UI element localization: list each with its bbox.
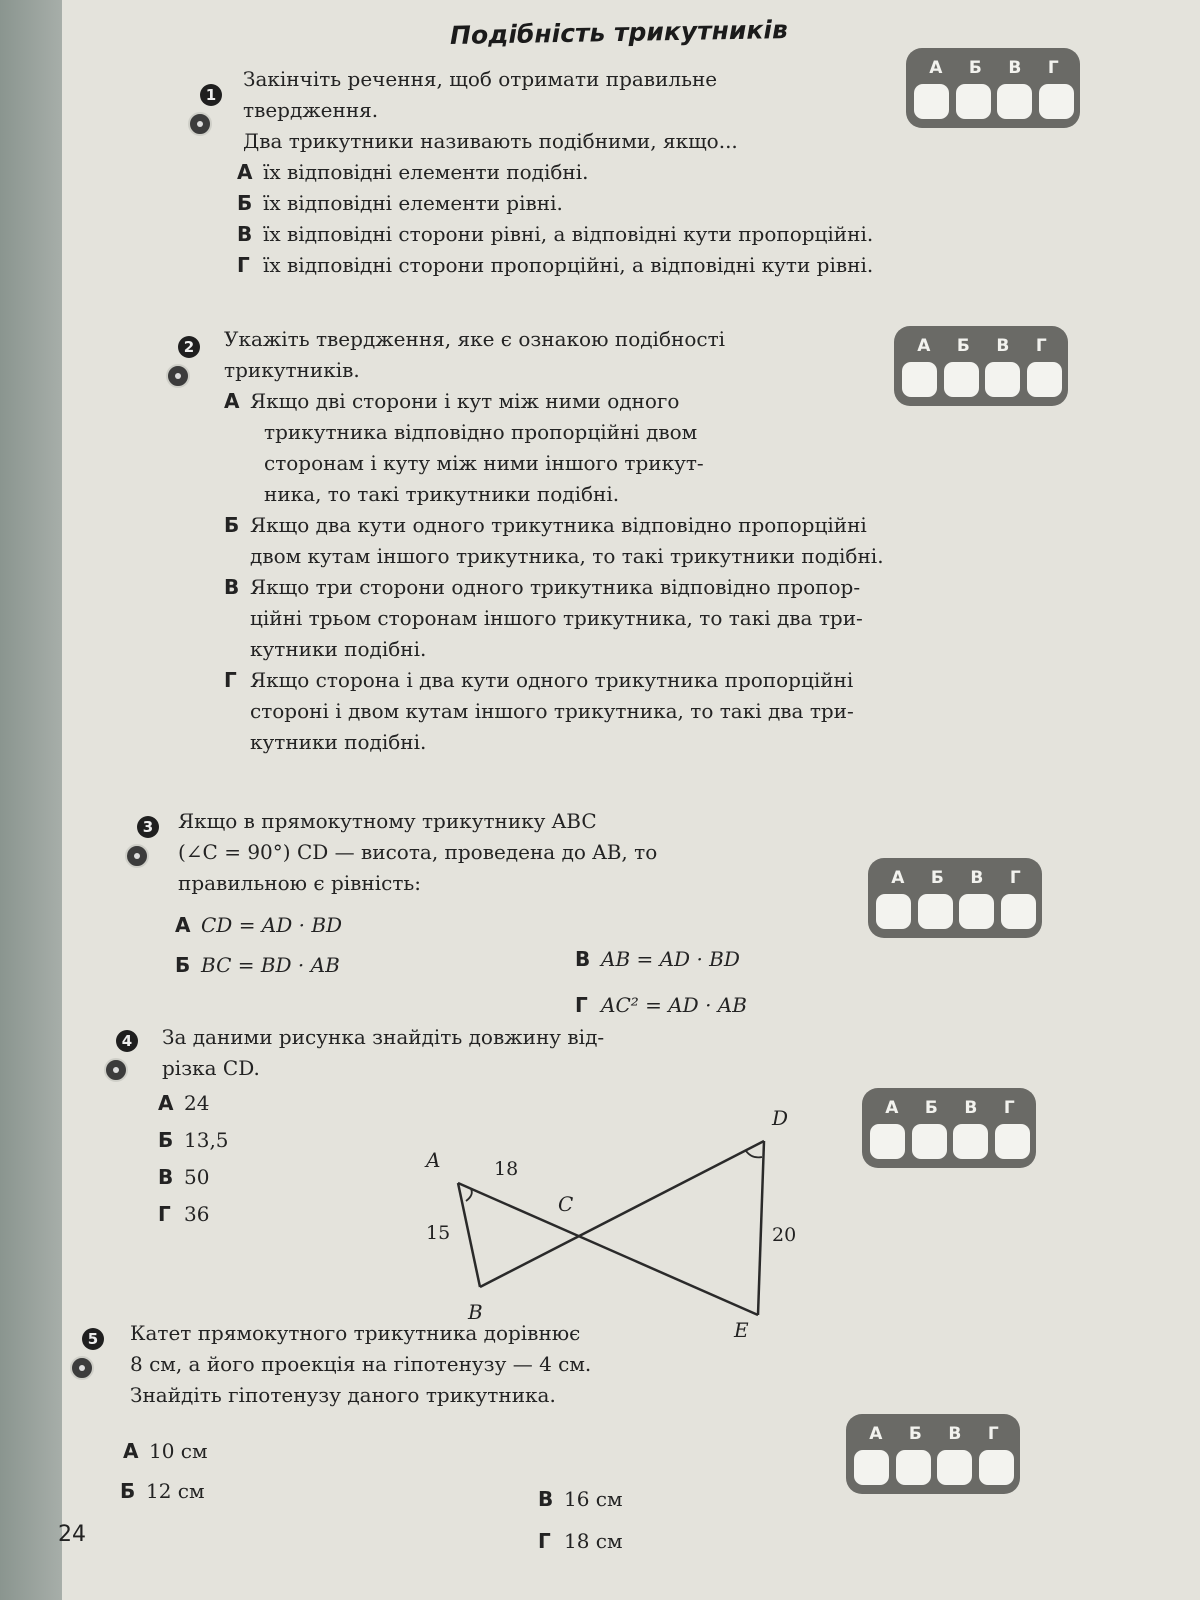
answer-option[interactable]: Г 36: [158, 1202, 210, 1226]
answer-option[interactable]: В 16 см: [538, 1487, 623, 1511]
answer-cell[interactable]: [956, 84, 991, 119]
length-label-AC: 18: [494, 1158, 519, 1180]
triangles-figure: [420, 1105, 820, 1345]
question-number-badge: 1: [200, 84, 222, 106]
page-number: 24: [58, 1522, 86, 1547]
length-label-AB: 15: [426, 1222, 451, 1244]
question-text-line: (∠C = 90°) CD — висота, проведена до AB, то: [178, 840, 658, 864]
answer-option[interactable]: Г їх відповідні сторони пропорційні, а відповідні кути рівні.: [237, 253, 874, 277]
question-text-line: твердження.: [243, 98, 379, 122]
point-label-E: E: [734, 1318, 749, 1342]
point-label-B: B: [468, 1300, 483, 1324]
answer-grid: А Б В Г: [906, 48, 1080, 128]
length-label-DE: 20: [772, 1224, 797, 1246]
question-number-badge: 5: [82, 1328, 104, 1350]
answer-cell[interactable]: [1039, 84, 1074, 119]
answer-option[interactable]: В їх відповідні сторони рівні, а відповідні кути пропорційні.: [237, 222, 874, 246]
question-text-line: За даними рисунка знайдіть довжину від-: [162, 1025, 605, 1049]
question-4: [162, 1022, 782, 1084]
answer-option[interactable]: А Якщо дві сторони і кут між ними одного трикутника відповідно пропорційні двом сторонам і куту між ними іншого трикут- ника, то такі трикутники подібні.: [224, 389, 704, 506]
difficulty-dot-icon: [125, 844, 149, 868]
angle-A-arc: [466, 1189, 472, 1201]
answer-option[interactable]: Г Якщо сторона і два кути одного трикутника пропорційні стороні і двом кутам іншого трикутника, то такі два три- кутники подібні.: [224, 668, 854, 754]
question-text-line: Катет прямокутного трикутника дорівнює: [130, 1321, 581, 1345]
answer-grid: А Б В Г: [894, 326, 1068, 406]
answer-option[interactable]: Г 18 см: [538, 1529, 623, 1553]
question-text-line: правильною є рівність:: [178, 871, 422, 895]
question-text-line: Знайдіть гіпотенузу даного трикутника.: [130, 1383, 556, 1407]
question-number-badge: 2: [178, 336, 200, 358]
answer-option[interactable]: Б BC = BD · AB: [175, 953, 340, 977]
question-text-line: 8 см, а його проекція на гіпотенузу — 4 см.: [130, 1352, 592, 1376]
point-label-D: D: [772, 1106, 789, 1130]
answer-cell[interactable]: [944, 362, 979, 397]
book-gutter: [0, 0, 62, 1600]
answer-option[interactable]: Б їх відповідні елементи рівні.: [237, 191, 563, 215]
answer-cell[interactable]: [953, 1124, 988, 1159]
point-label-C: C: [558, 1192, 574, 1216]
answer-cell[interactable]: [979, 1450, 1014, 1485]
segment-BD: [480, 1141, 764, 1287]
answer-option[interactable]: А їх відповідні елементи подібні.: [237, 160, 589, 184]
point-label-A: A: [426, 1148, 441, 1172]
angle-D-arc: [746, 1151, 762, 1157]
answer-cell[interactable]: [937, 1450, 972, 1485]
answer-cell[interactable]: [959, 894, 994, 929]
answer-grid: А Б В Г: [862, 1088, 1036, 1168]
question-text-line: Укажіть твердження, яке є ознакою подібності: [224, 327, 726, 351]
answer-cell[interactable]: [876, 894, 911, 929]
question-5: [130, 1318, 810, 1411]
question-text-line: різка CD.: [162, 1056, 260, 1080]
page-title: Подібність трикутників: [449, 15, 789, 50]
answer-cell[interactable]: [912, 1124, 947, 1159]
answer-cell[interactable]: [870, 1124, 905, 1159]
answer-option[interactable]: А CD = AD · BD: [175, 913, 343, 937]
answer-cell[interactable]: [997, 84, 1032, 119]
answer-cell[interactable]: [995, 1124, 1030, 1159]
question-3: [178, 806, 828, 899]
answer-option-list: [158, 1088, 229, 1230]
answer-option[interactable]: Г AC² = AD · AB: [575, 993, 747, 1017]
difficulty-dot-icon: [70, 1356, 94, 1380]
answer-option[interactable]: Б Якщо два кути одного трикутника відповідно пропорційні двом кутам іншого трикутника, то такі трикутники подібні.: [224, 513, 884, 568]
answer-cell[interactable]: [854, 1450, 889, 1485]
answer-cell[interactable]: [1027, 362, 1062, 397]
question-text-line: Закінчіть речення, щоб отримати правильне: [243, 67, 718, 91]
answer-grid: А Б В Г: [868, 858, 1042, 938]
answer-option[interactable]: Б 13,5: [158, 1128, 229, 1152]
difficulty-dot-icon: [104, 1058, 128, 1082]
segment-DE: [758, 1141, 764, 1315]
difficulty-dot-icon: [188, 112, 212, 136]
answer-cell[interactable]: [1001, 894, 1036, 929]
answer-option[interactable]: А 10 см: [123, 1439, 208, 1463]
segment-AE: [458, 1183, 758, 1315]
answer-grid: А Б В Г: [846, 1414, 1020, 1494]
answer-cell[interactable]: [896, 1450, 931, 1485]
question-text-line: трикутників.: [224, 358, 360, 382]
question-text-line: Якщо в прямокутному трикутнику ABC: [178, 809, 597, 833]
answer-option[interactable]: А 24: [158, 1091, 210, 1115]
answer-cell[interactable]: [902, 362, 937, 397]
answer-cell[interactable]: [914, 84, 949, 119]
answer-cell[interactable]: [918, 894, 953, 929]
answer-cell[interactable]: [985, 362, 1020, 397]
answer-option[interactable]: Б 12 см: [120, 1479, 205, 1503]
answer-option[interactable]: В 50: [158, 1165, 210, 1189]
question-number-badge: 4: [116, 1030, 138, 1052]
difficulty-dot-icon: [166, 364, 190, 388]
answer-option[interactable]: В AB = AD · BD: [575, 947, 740, 971]
answer-option[interactable]: В Якщо три сторони одного трикутника відповідно пропор- ційні трьом сторонам іншого трикутника, то такі два три- кутники подібні.: [224, 575, 863, 661]
question-number-badge: 3: [137, 816, 159, 838]
question-text-line: Два трикутники називають подібними, якщо...: [243, 129, 738, 153]
